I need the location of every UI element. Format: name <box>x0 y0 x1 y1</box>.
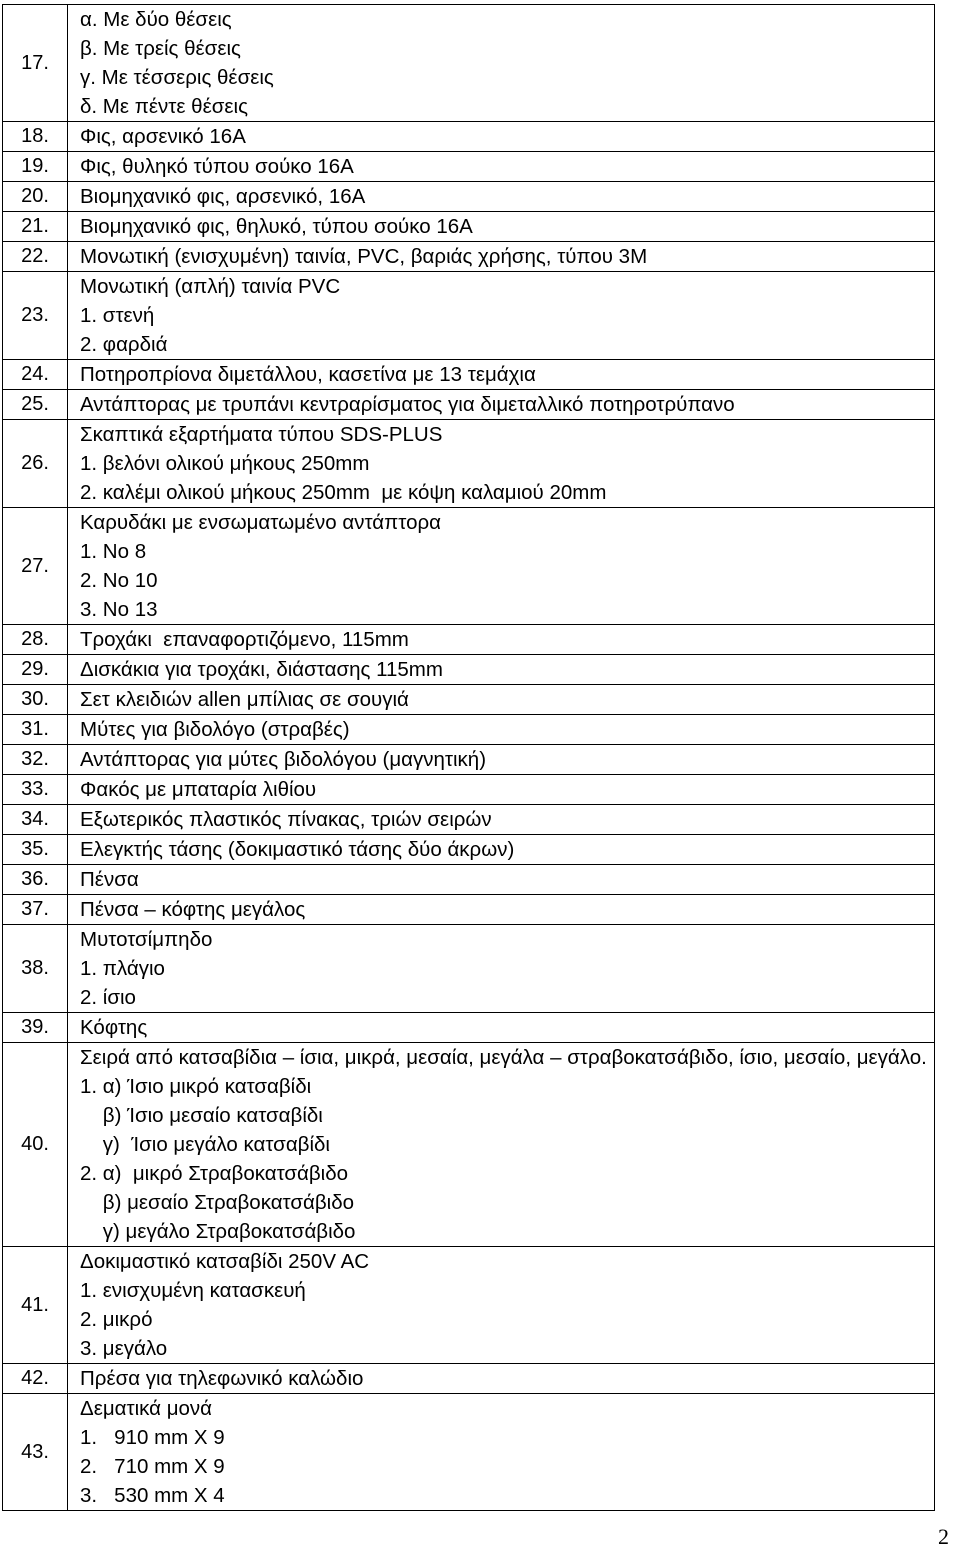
item-line: 2. μικρό <box>80 1308 153 1331</box>
item-description <box>68 1247 935 1364</box>
item-line: 1. 910 mm X 9 <box>80 1426 225 1449</box>
item-number: 19. <box>3 152 68 182</box>
item-number: 23. <box>3 272 68 360</box>
item-line: α. Με δύο θέσεις <box>80 8 232 31</box>
item-line: Μονωτική (ενισχυμένη) ταινία, PVC, βαριάς χρήσης, τύπου 3Μ <box>80 245 648 268</box>
table-row <box>3 925 935 1013</box>
item-line: Βιομηχανικό φις, αρσενικό, 16Α <box>80 185 366 208</box>
item-line: β) Ίσιο μεσαίο κατσαβίδι <box>80 1104 323 1127</box>
item-description <box>68 1013 935 1043</box>
item-line: γ. Με τέσσερις θέσεις <box>80 66 274 89</box>
item-number: 41. <box>3 1247 68 1364</box>
item-number: 17. <box>3 5 68 122</box>
item-line: γ) Ίσιο μεγάλο κατσαβίδι <box>80 1133 330 1156</box>
item-number: 37. <box>3 895 68 925</box>
item-line: Αντάπτορας με τρυπάνι κεντραρίσματος για διμεταλλικό ποτηροτρύπανο <box>80 393 735 416</box>
item-line: Φακός με μπαταρία λιθίου <box>80 778 317 801</box>
item-description <box>68 5 935 122</box>
item-number: 42. <box>3 1364 68 1394</box>
item-line: 3. Νο 13 <box>80 598 158 621</box>
table-row <box>3 895 935 925</box>
item-description <box>68 508 935 625</box>
item-description <box>68 895 935 925</box>
item-description <box>68 625 935 655</box>
item-line: Φις, θυληκό τύπου σούκο 16Α <box>80 155 354 178</box>
table-row <box>3 1043 935 1247</box>
item-description <box>68 865 935 895</box>
item-description <box>68 242 935 272</box>
item-description <box>68 122 935 152</box>
item-number: 36. <box>3 865 68 895</box>
item-number: 39. <box>3 1013 68 1043</box>
item-line: Ποτηροπρίονα διμετάλλου, κασετίνα με 13 τεμάχια <box>80 363 536 386</box>
item-line: 2. Νο 10 <box>80 569 158 592</box>
item-number: 25. <box>3 390 68 420</box>
item-line: Αντάπτορας για μύτες βιδολόγου (μαγνητική) <box>80 748 487 771</box>
item-line: Δοκιμαστικό κατσαβίδι 250V AC <box>80 1250 370 1273</box>
table-row <box>3 1013 935 1043</box>
item-line: Βιομηχανικό φις, θηλυκό, τύπου σούκο 16Α <box>80 215 473 238</box>
item-line: γ) μεγάλο Στραβοκατσάβιδο <box>80 1220 356 1243</box>
item-line: β. Με τρείς θέσεις <box>80 37 241 60</box>
table-row <box>3 508 935 625</box>
table-row <box>3 835 935 865</box>
item-number: 22. <box>3 242 68 272</box>
table-row <box>3 212 935 242</box>
item-line: Κόφτης <box>80 1016 148 1039</box>
item-description <box>68 925 935 1013</box>
item-description <box>68 1043 935 1247</box>
item-line: 1. πλάγιο <box>80 957 165 980</box>
item-line: 1. Νο 8 <box>80 540 147 563</box>
table-row <box>3 625 935 655</box>
item-line: Σετ κλειδιών allen μπίλιας σε σουγιά <box>80 688 409 711</box>
item-line: 2. α) μικρό Στραβοκατσάβιδο <box>80 1162 349 1185</box>
table-row <box>3 272 935 360</box>
item-line: δ. Με πέντε θέσεις <box>80 95 248 118</box>
item-number: 34. <box>3 805 68 835</box>
item-number: 35. <box>3 835 68 865</box>
item-number: 33. <box>3 775 68 805</box>
table-row <box>3 390 935 420</box>
item-number: 21. <box>3 212 68 242</box>
item-description <box>68 420 935 508</box>
item-line: β) μεσαίο Στραβοκατσάβιδο <box>80 1191 355 1214</box>
item-number: 40. <box>3 1043 68 1247</box>
table-row <box>3 182 935 212</box>
items-table <box>2 4 935 1511</box>
item-description <box>68 360 935 390</box>
item-line: Μυτοτσίμπηδο <box>80 928 213 951</box>
table-row <box>3 1394 935 1511</box>
item-line: 2. καλέμι ολικού μήκους 250mm με κόψη καλαμιού 20mm <box>80 481 607 504</box>
item-description <box>68 390 935 420</box>
item-number: 24. <box>3 360 68 390</box>
table-body <box>3 5 935 1511</box>
page-number: 2 <box>938 1524 949 1549</box>
item-line: 2. ίσιο <box>80 986 136 1009</box>
item-line: Φις, αρσενικό 16Α <box>80 125 246 148</box>
table-row <box>3 242 935 272</box>
item-description <box>68 182 935 212</box>
table-row <box>3 745 935 775</box>
item-number: 30. <box>3 685 68 715</box>
table-row <box>3 122 935 152</box>
item-description <box>68 272 935 360</box>
item-description <box>68 805 935 835</box>
item-number: 43. <box>3 1394 68 1511</box>
item-line: Ελεγκτής τάσης (δοκιμαστικό τάσης δύο άκρων) <box>80 838 515 861</box>
item-description <box>68 685 935 715</box>
item-line: Μύτες για βιδολόγο (στραβές) <box>80 718 350 741</box>
item-number: 29. <box>3 655 68 685</box>
table-row <box>3 685 935 715</box>
table-row <box>3 420 935 508</box>
item-line: Μονωτική (απλή) ταινία PVC <box>80 275 341 298</box>
item-line: Δεματικά μονά <box>80 1397 213 1420</box>
item-description <box>68 212 935 242</box>
item-description <box>68 745 935 775</box>
item-line: 1. στενή <box>80 304 155 327</box>
item-line: Καρυδάκι με ενσωματωμένο αντάπτορα <box>80 511 442 534</box>
item-number: 28. <box>3 625 68 655</box>
item-line: Σκαπτικά εξαρτήματα τύπου SDS-PLUS <box>80 423 443 446</box>
table-row <box>3 5 935 122</box>
item-line: 2. 710 mm X 9 <box>80 1455 225 1478</box>
item-line: Εξωτερικός πλαστικός πίνακας, τριών σειρών <box>80 808 492 831</box>
table-row <box>3 1364 935 1394</box>
table-row <box>3 360 935 390</box>
item-line: 3. μεγάλο <box>80 1337 168 1360</box>
item-line: Δισκάκια για τροχάκι, διάστασης 115mm <box>80 658 443 681</box>
item-line: Πένσα <box>80 868 139 891</box>
item-line: Τροχάκι επαναφορτιζόμενο, 115mm <box>80 628 409 651</box>
item-description <box>68 835 935 865</box>
item-line: 1. ενισχυμένη κατασκευή <box>80 1279 306 1302</box>
item-line: 2. φαρδιά <box>80 333 168 356</box>
item-description <box>68 655 935 685</box>
item-line: 3. 530 mm X 4 <box>80 1484 225 1507</box>
item-number: 38. <box>3 925 68 1013</box>
item-number: 31. <box>3 715 68 745</box>
table-row <box>3 152 935 182</box>
item-number: 32. <box>3 745 68 775</box>
table-row <box>3 1247 935 1364</box>
item-description <box>68 152 935 182</box>
table-row <box>3 805 935 835</box>
item-line: 1. α) Ίσιο μικρό κατσαβίδι <box>80 1075 312 1098</box>
item-description <box>68 1364 935 1394</box>
table-row <box>3 715 935 745</box>
item-line: Πρέσα για τηλεφωνικό καλώδιο <box>80 1367 364 1390</box>
item-description <box>68 1394 935 1511</box>
item-line: Πένσα – κόφτης μεγάλος <box>80 898 306 921</box>
table-row <box>3 775 935 805</box>
item-description <box>68 775 935 805</box>
item-number: 27. <box>3 508 68 625</box>
item-number: 20. <box>3 182 68 212</box>
table-row <box>3 655 935 685</box>
table-row <box>3 865 935 895</box>
item-line: 1. βελόνι ολικού μήκους 250mm <box>80 452 370 475</box>
item-description <box>68 715 935 745</box>
item-number: 26. <box>3 420 68 508</box>
item-line: Σειρά από κατσαβίδια – ίσια, μικρά, μεσαία, μεγάλα – στραβοκατσάβιδο, ίσιο, μεσαίο, μεγάλο. <box>80 1046 927 1069</box>
item-number: 18. <box>3 122 68 152</box>
